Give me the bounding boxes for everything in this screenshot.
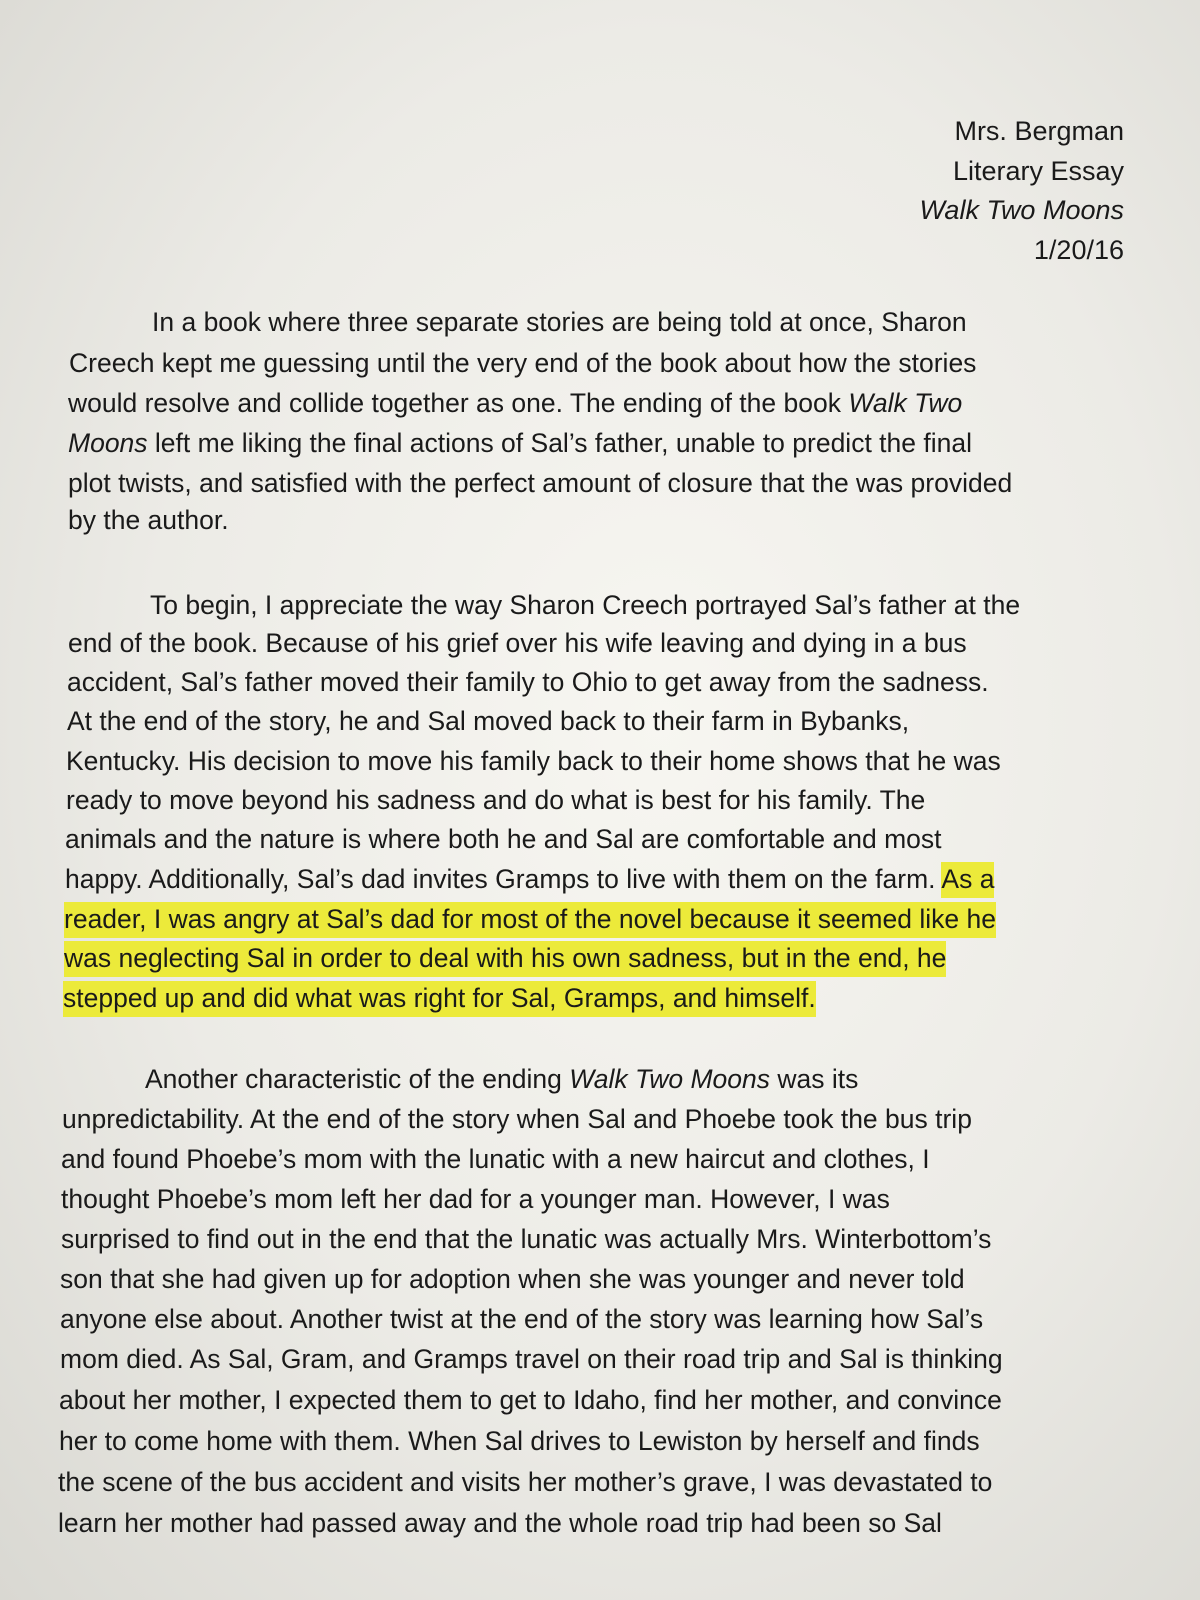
- assignment-type: Literary Essay: [952, 155, 1124, 186]
- text-line: learn her mother had passed away and the whole road trip had been so Sal: [58, 1508, 942, 1538]
- text-line: ready to move beyond his sadness and do what is best for his family. The: [66, 785, 926, 815]
- text-line: [64, 902, 996, 936]
- text-line: end of the book. Because of his grief over his wife leaving and dying in a bus: [68, 628, 967, 658]
- highlighted-text: As a: [941, 862, 994, 898]
- highlighted-text: reader, I was angry at Sal’s dad for most of the novel because it seemed like he: [64, 902, 996, 938]
- text-line: thought Phoebe’s mom left her dad for a younger man. However, I was: [61, 1184, 890, 1214]
- text-line: happy. Additionally, Sal’s dad invites Gramps to live with them on the farm. As a: [65, 862, 994, 896]
- text-line: Another characteristic of the ending Walk Two Moons was its: [145, 1064, 859, 1094]
- text-line: would resolve and collide together as one. The ending of the book Walk Two: [68, 388, 963, 418]
- highlighted-text: stepped up and did what was right for Sal, Gramps, and himself.: [63, 981, 816, 1017]
- book-title: Walk Two Moons: [919, 195, 1124, 225]
- text-line: animals and the nature is where both he and Sal are comfortable and most: [65, 824, 942, 854]
- text-line: and found Phoebe’s mom with the lunatic with a new haircut and clothes, I: [61, 1144, 930, 1174]
- text-line: her to come home with them. When Sal drives to Lewiston by herself and finds: [59, 1426, 980, 1456]
- text-line: Moons left me liking the final actions of Sal’s father, unable to predict the final: [68, 428, 972, 458]
- essay-header: [919, 112, 1124, 270]
- text-line: [64, 941, 946, 975]
- text-line: anyone else about. Another twist at the end of the story was learning how Sal’s: [60, 1304, 984, 1334]
- text-line: unpredictability. At the end of the story when Sal and Phoebe took the bus trip: [62, 1104, 972, 1134]
- highlighted-text: was neglecting Sal in order to deal with his own sadness, but in the end, he: [64, 941, 946, 977]
- text-line: accident, Sal’s father moved their family to Ohio to get away from the sadness.: [67, 667, 989, 697]
- text-line: plot twists, and satisfied with the perfect amount of closure that the was provided: [68, 468, 1013, 498]
- text-line: son that she had given up for adoption when she was younger and never told: [60, 1264, 965, 1294]
- text-line: Kentucky. His decision to move his family back to their home shows that he was: [66, 746, 1001, 776]
- text-line: the scene of the bus accident and visits her mother’s grave, I was devastated to: [58, 1467, 993, 1497]
- teacher-name: Mrs. Bergman: [954, 116, 1124, 146]
- text-line: In a book where three separate stories are being told at once, Sharon: [152, 307, 967, 337]
- text-line: Creech kept me guessing until the very end of the book about how the stories: [69, 348, 977, 378]
- text-line: At the end of the story, he and Sal moved back to their farm in Bybanks,: [67, 706, 910, 736]
- text-line: by the author.: [68, 505, 229, 535]
- essay-date: 1/20/16: [1033, 234, 1124, 265]
- text-line: about her mother, I expected them to get to Idaho, find her mother, and convince: [59, 1385, 1002, 1415]
- text-line: mom died. As Sal, Gram, and Gramps travel on their road trip and Sal is thinking: [60, 1344, 1003, 1374]
- text-line: surprised to find out in the end that the lunatic was actually Mrs. Winterbottom’s: [61, 1224, 992, 1254]
- text-line: To begin, I appreciate the way Sharon Creech portrayed Sal’s father at the: [150, 590, 1021, 620]
- text-line: [63, 981, 816, 1015]
